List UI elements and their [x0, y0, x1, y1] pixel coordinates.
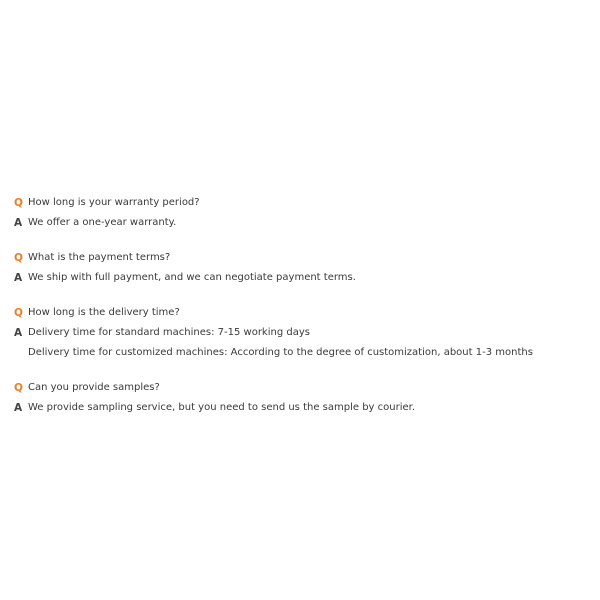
answer-text-continued: Delivery time for customized machines: According to the degree of customization, about 1-3 months	[28, 347, 533, 358]
question-marker: Q	[14, 307, 23, 319]
answer-text: We provide sampling service, but you need to send us the sample by courier.	[28, 402, 416, 413]
answer-row	[14, 268, 584, 288]
answer-marker: A	[14, 272, 23, 284]
answer-marker: A	[14, 217, 23, 229]
faq-list	[14, 193, 584, 433]
answer-text: We ship with full payment, and we can negotiate payment terms.	[28, 272, 356, 283]
question-row	[14, 248, 584, 268]
question-text: How long is the delivery time?	[28, 307, 180, 318]
question-row	[14, 193, 584, 213]
answer-marker: A	[14, 402, 23, 414]
question-text: How long is your warranty period?	[28, 197, 200, 208]
answer-row	[14, 323, 584, 363]
question-text: Can you provide samples?	[28, 382, 160, 393]
answer-row	[14, 398, 584, 418]
faq-item	[14, 378, 584, 418]
answer-marker: A	[14, 327, 23, 339]
question-text: What is the payment terms?	[28, 252, 171, 263]
question-marker: Q	[14, 197, 23, 209]
faq-item	[14, 248, 584, 288]
question-row	[14, 303, 584, 323]
faq-item	[14, 193, 584, 233]
question-marker: Q	[14, 252, 23, 264]
answer-text: We offer a one-year warranty.	[28, 217, 177, 228]
question-marker: Q	[14, 382, 23, 394]
answer-text: Delivery time for standard machines: 7-15 working days	[28, 327, 310, 338]
question-row	[14, 378, 584, 398]
faq-item	[14, 303, 584, 363]
answer-row	[14, 213, 584, 233]
